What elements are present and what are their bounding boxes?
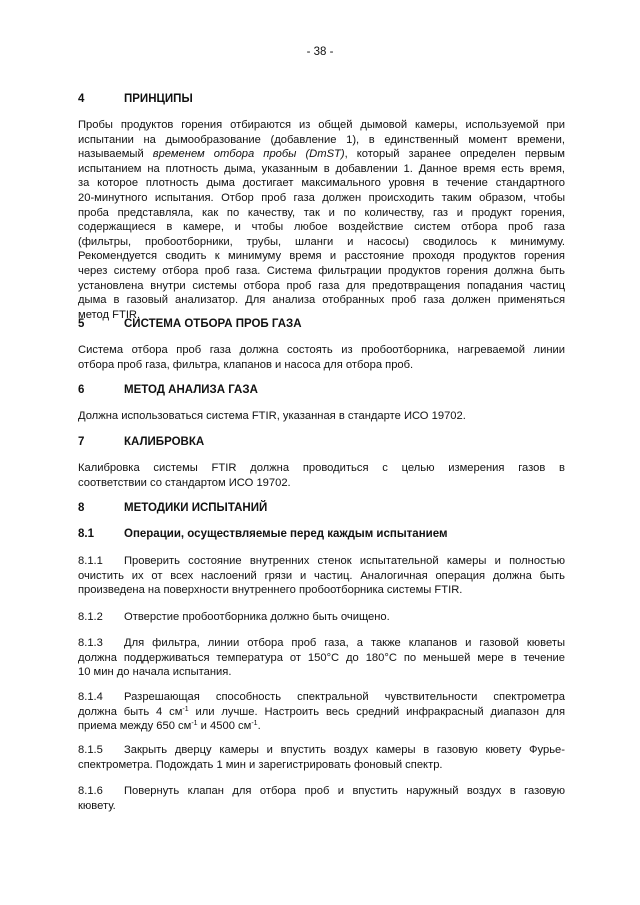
text-line: испытанием на плотность дыма, указанным в добавлении 1. Данное время есть время, [78,162,565,175]
text-line: должна поддерживаться температура от 150°C до 180°C по меньшей мере в течение [78,651,565,664]
text-line: Калибровка системы FTIR должна проводиться с целью измерения газов в [78,462,565,474]
section-title: ПРИНЦИПЫ [124,93,193,105]
section-title: МЕТОДИКИ ИСПЫТАНИЙ [124,502,268,514]
section-title: КАЛИБРОВКА [124,436,205,448]
text-line: спектрометра. Подождать 1 мин и зарегистрировать фоновый спектр. [78,758,443,771]
text-line [78,610,565,625]
text-line [78,705,565,720]
text-line: 20-минутного испытания. Отбор проб газа должен происходить таким образом, чтобы [78,191,565,204]
text-run: должна быть 4 см [78,705,183,718]
paragraph-number: 8.1.2 [78,611,103,623]
text-line [78,554,565,569]
paragraph-8-1-4 [78,690,565,734]
text-line: Система отбора проб газа должна состоять из пробоотборника, нагреваемой линии [78,344,565,356]
text-line [78,784,565,799]
text-line [78,690,565,705]
paragraph-8-1-1 [78,554,565,598]
text-line [78,719,565,734]
section-7-heading [78,436,204,448]
section-6-body [78,409,565,424]
section-4-heading [78,93,193,105]
text-line: Должна использоваться система FTIR, указанная в стандарте ИСО 19702. [78,410,466,422]
text-run: . [257,720,261,733]
section-number: 7 [78,436,85,448]
section-7-body [78,461,565,490]
paragraph-number: 8.1.1 [78,555,103,567]
subsection-number: 8.1 [78,528,94,540]
paragraph-8-1-5 [78,743,565,772]
text-line: кювету. [78,799,116,812]
section-number: 4 [78,93,85,105]
text-line [78,636,565,651]
text-run: Для фильтра, линии отбора проб газа, а также клапанов и газовой кюветы [124,637,565,649]
italic-term: временем отбора пробы (DmST) [152,148,345,161]
text-run: Отверстие пробоотборника должно быть очищено. [124,611,390,623]
text-line [78,743,565,758]
subsection-8-1-heading [78,528,447,540]
text-line [78,147,565,162]
paragraph-number: 8.1.4 [78,691,103,703]
superscript: -1 [191,720,198,728]
text-run: и 4500 см [197,720,252,733]
section-number: 6 [78,384,85,396]
text-line: очистить их от всех наслоений грязи и частиц. Аналогичная операция должна быть [78,569,565,582]
paragraph-number: 8.1.3 [78,637,103,649]
text-run: Закрыть дверцу камеры и впустить воздух камеры в газовую кювету Фурье- [124,744,565,756]
text-line: произведена на поверхности внутреннего пробоотборника системы FTIR. [78,584,463,597]
text-run: Проверить состояние внутренних стенок испытательной камеры и полностью [124,555,565,567]
text-line: дыма в газовый анализатор. Для анализа отобранных проб газа должен применяться [78,294,565,307]
text-line: метод FTIR. [78,308,141,321]
section-4-body [78,118,565,322]
section-number: 5 [78,318,85,330]
text-line: испытании на дымообразование (добавление 1), в единственный момент времени, [78,133,565,146]
page-number: - 38 - [306,46,334,58]
section-number: 8 [78,502,85,514]
text-line: Рекомендуется сводить к минимуму время и расстояние проходя продуктов горения [78,250,565,263]
paragraph-8-1-2 [78,610,565,625]
paragraph-8-1-6 [78,784,565,813]
text-line: проба представляла, как по качеству, так и по количеству, газ и продукт горения, [78,206,565,219]
text-line: за которое плотность дыма достигает максимального уровня в течение стандартного [78,177,565,190]
superscript: -1 [182,705,189,713]
text-line: установлена внутри системы отбора проб газа для предотвращения попадания частиц [78,279,565,292]
text-line: Пробы продуктов горения отбираются из общей дымовой камеры, используемой при [78,119,565,131]
superscript: -1 [251,720,258,728]
text-line: отбора проб газа, фильтра, клапанов и насоса для отбора проб. [78,358,414,371]
paragraph-8-1-3 [78,636,565,680]
text-run: или лучше. Настроить весь средний инфракрасный диапазон для [188,705,565,718]
text-line: содержащиеся в камере, и чтобы любое воздействие систем отбора проб газа [78,221,565,234]
text-run: называемый [78,148,153,161]
text-run: Разрешающая способность спектральной чувствительности спектрометра [124,691,565,703]
text-line: (фильтры, пробоотборники, трубы, шланги и насосы) сводилось к минимуму. [78,235,565,248]
section-6-heading [78,384,258,396]
text-line: через систему отбора проб газа. Система фильтрации продуктов горения должна быть [78,264,565,277]
paragraph-number: 8.1.5 [78,744,103,756]
text-run: , который заранее определен первым [344,148,565,161]
section-title: СИСТЕМА ОТБОРА ПРОБ ГАЗА [124,318,302,330]
section-5-heading [78,318,302,330]
text-run: приема между 650 см [78,720,192,733]
section-8-heading [78,502,267,514]
subsection-title: Операции, осуществляемые перед каждым испытанием [124,528,448,540]
text-line: соответствии со стандартом ИСО 19702. [78,476,291,489]
paragraph-number: 8.1.6 [78,785,103,797]
section-5-body [78,343,565,372]
text-line: 10 мин до начала испытания. [78,666,232,679]
text-run: Повернуть клапан для отбора проб и впустить наружный воздух в газовую [124,785,565,797]
section-title: МЕТОД АНАЛИЗА ГАЗА [124,384,258,396]
